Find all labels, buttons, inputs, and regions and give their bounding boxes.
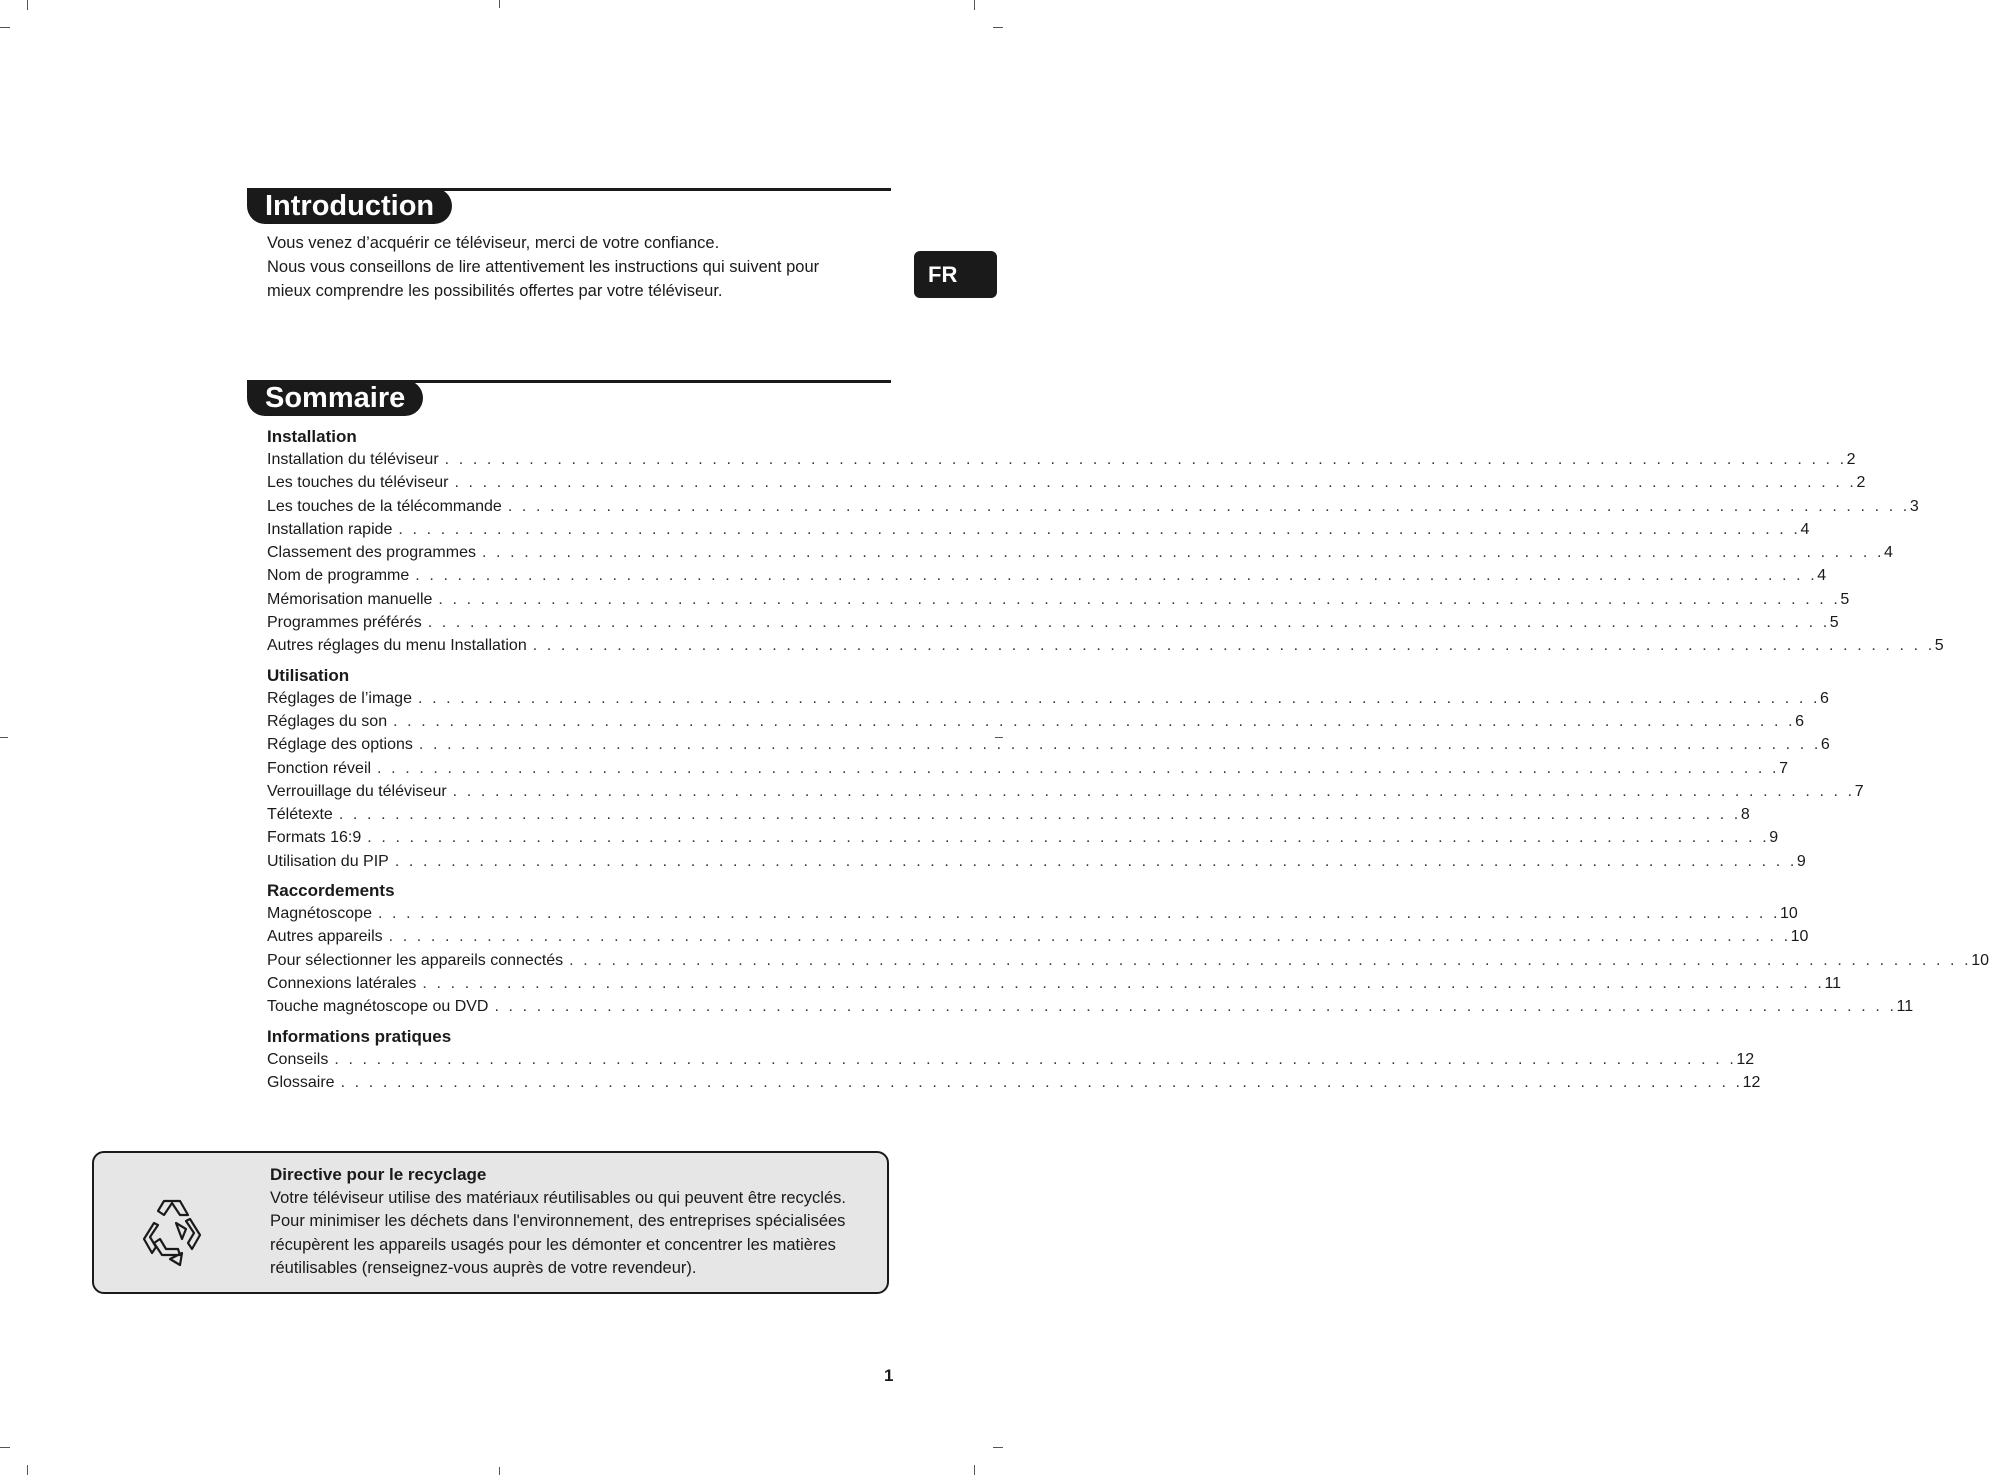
toc-entry bbox=[267, 541, 1893, 564]
toc-entry bbox=[267, 518, 1810, 541]
toc-group bbox=[267, 879, 1989, 1018]
toc-entry bbox=[267, 925, 1809, 948]
dot-leader: . . . . . . . . . . . . . . . . . . . . . . . . . . . . . . . . . . . . . . . . . . . . . . . . . . . . . . . . . . . . . . . . . . . . . . . . . . . . . . . . . . . . . . . . . . . . . . . . . . . . bbox=[393, 712, 1796, 730]
dot-leader: . . . . . . . . . . . . . . . . . . . . . . . . . . . . . . . . . . . . . . . . . . . . . . . . . . . . . . . . . . . . . . . . . . . . . . . . . . . . . . . . . . . . . . . . . . . . . . . . . . . . bbox=[418, 736, 1821, 754]
dot-leader: . . . . . . . . . . . . . . . . . . . . . . . . . . . . . . . . . . . . . . . . . . . . . . . . . . . . . . . . . . . . . . . . . . . . . . . . . . . . . . . . . . . . . . . . . . . . . . . . . . . . bbox=[334, 1050, 1737, 1068]
crop-mark bbox=[993, 1447, 1003, 1448]
toc-entry-label: Installation du téléviseur bbox=[267, 451, 439, 468]
intro-line: mieux comprendre les possibilités offertes par votre téléviseur. bbox=[267, 282, 723, 300]
toc-entry-page: 11 bbox=[1896, 998, 1914, 1016]
dot-leader: . . . . . . . . . . . . . . . . . . . . . . . . . . . . . . . . . . . . . . . . . . . . . . . . . . . . . . . . . . . . . . . . . . . . . . . . . . . . . . . . . . . . . . . . . . . . . . . . . . . . bbox=[422, 974, 1825, 992]
toc-entry bbox=[267, 757, 1788, 780]
toc-group-title: Informations pratiques bbox=[267, 1026, 452, 1046]
dot-leader: . . . . . . . . . . . . . . . . . . . . . . . . . . . . . . . . . . . . . . . . . . . . . . . . . . . . . . . . . . . . . . . . . . . . . . . . . . . . . . . . . . . . . . . . . . . . . . . . . . . . bbox=[367, 829, 1770, 847]
toc-entry bbox=[267, 780, 1864, 803]
crop-mark bbox=[0, 1447, 10, 1448]
introduction-text bbox=[267, 231, 867, 303]
toc-entry-page: 6 bbox=[1795, 712, 1805, 730]
introduction-title: Introduction bbox=[247, 188, 452, 224]
toc-entry-page: 12 bbox=[1736, 1050, 1755, 1068]
recycling-title: Directive pour le recyclage bbox=[270, 1165, 487, 1184]
dot-leader: . . . . . . . . . . . . . . . . . . . . . . . . . . . . . . . . . . . . . . . . . . . . . . . . . . . . . . . . . . . . . . . . . . . . . . . . . . . . . . . . . . . . . . . . . . . . . . . . . . . . bbox=[438, 590, 1841, 608]
introduction-heading bbox=[247, 188, 891, 228]
toc-entry-label: Conseils bbox=[267, 1050, 329, 1068]
toc-entry-label: Nom de programme bbox=[267, 567, 410, 585]
toc-entry-label: Les touches du téléviseur bbox=[267, 474, 449, 492]
toc-entry-label: Fonction réveil bbox=[267, 759, 372, 777]
toc-entry-label: Classement des programmes bbox=[267, 544, 476, 562]
dot-leader: . . . . . . . . . . . . . . . . . . . . . . . . . . . . . . . . . . . . . . . . . . . . . . . . . . . . . . . . . . . . . . . . . . . . . . . . . . . . . . . . . . . . . . . . . . . . . . . . . . . . bbox=[569, 951, 1972, 969]
toc-entry bbox=[267, 972, 1842, 995]
recycling-line: Votre téléviseur utilise des matériaux réutilisables ou qui peuvent être recyclés. bbox=[270, 1188, 846, 1207]
toc-entry-page: 2 bbox=[1846, 451, 1856, 468]
toc-entry-label: Réglage des options bbox=[267, 736, 413, 754]
toc-entry-page: 12 bbox=[1742, 1073, 1761, 1091]
toc-entry-page: 10 bbox=[1779, 905, 1798, 923]
recycling-text bbox=[270, 1163, 880, 1281]
toc-entry-page: 10 bbox=[1790, 928, 1809, 946]
toc-entry bbox=[267, 995, 1914, 1018]
sommaire-heading bbox=[247, 380, 891, 420]
toc-entry-label: Connexions latérales bbox=[267, 974, 417, 992]
toc-entry bbox=[267, 687, 1829, 710]
dot-leader: . . . . . . . . . . . . . . . . . . . . . . . . . . . . . . . . . . . . . . . . . . . . . . . . . . . . . . . . . . . . . . . . . . . . . . . . . . . . . . . . . . . . . . . . . . . . . . . . . . . . bbox=[415, 567, 1818, 585]
toc-entry-label: Mémorisation manuelle bbox=[267, 590, 433, 608]
dot-leader: . . . . . . . . . . . . . . . . . . . . . . . . . . . . . . . . . . . . . . . . . . . . . . . . . . . . . . . . . . . . . . . . . . . . . . . . . . . . . . . . . . . . . . . . . . . . . . . . . . . . bbox=[340, 1073, 1743, 1091]
toc-entry-page: 7 bbox=[1779, 759, 1788, 777]
recycle-icon bbox=[134, 1193, 210, 1269]
toc-entry bbox=[267, 564, 1827, 587]
toc-entry-label: Utilisation du PIP bbox=[267, 852, 389, 870]
recycling-notice bbox=[92, 1151, 889, 1294]
toc-entry-page: 9 bbox=[1769, 829, 1779, 847]
toc-entry bbox=[267, 588, 1850, 611]
toc-group bbox=[267, 425, 1944, 658]
toc-entry bbox=[267, 471, 1866, 494]
dot-leader: . . . . . . . . . . . . . . . . . . . . . . . . . . . . . . . . . . . . . . . . . . . . . . . . . . . . . . . . . . . . . . . . . . . . . . . . . . . . . . . . . . . . . . . . . . . . . . . . . . . . bbox=[377, 759, 1780, 777]
intro-line: Vous venez d’acquérir ce téléviseur, merci de votre confiance. bbox=[267, 234, 720, 252]
crop-mark bbox=[499, 0, 500, 8]
toc-entry-label: Autres appareils bbox=[267, 928, 383, 946]
toc-entry bbox=[267, 1048, 1755, 1071]
toc-entry bbox=[267, 733, 1830, 756]
toc-entry-label: Installation rapide bbox=[267, 520, 393, 538]
toc-entry-page: 7 bbox=[1854, 782, 1864, 800]
toc-entry-page: 9 bbox=[1796, 852, 1806, 870]
toc-group bbox=[267, 1025, 1761, 1095]
toc-group-title: Raccordements bbox=[267, 881, 395, 901]
crop-mark bbox=[974, 0, 975, 10]
dot-leader: . . . . . . . . . . . . . . . . . . . . . . . . . . . . . . . . . . . . . . . . . . . . . . . . . . . . . . . . . . . . . . . . . . . . . . . . . . . . . . . . . . . . . . . . . . . . . . . . . . . . bbox=[377, 905, 1780, 923]
dot-leader: . . . . . . . . . . . . . . . . . . . . . . . . . . . . . . . . . . . . . . . . . . . . . . . . . . . . . . . . . . . . . . . . . . . . . . . . . . . . . . . . . . . . . . . . . . . . . . . . . . . . bbox=[427, 614, 1830, 632]
toc-entry-label: Touche magnétoscope ou DVD bbox=[267, 998, 489, 1016]
recycling-line: réutilisables (renseignez-vous auprès de votre revendeur). bbox=[270, 1259, 697, 1277]
dot-leader: . . . . . . . . . . . . . . . . . . . . . . . . . . . . . . . . . . . . . . . . . . . . . . . . . . . . . . . . . . . . . . . . . . . . . . . . . . . . . . . . . . . . . . . . . . . . . . . . . . . . bbox=[494, 998, 1897, 1016]
dot-leader: . . . . . . . . . . . . . . . . . . . . . . . . . . . . . . . . . . . . . . . . . . . . . . . . . . . . . . . . . . . . . . . . . . . . . . . . . . . . . . . . . . . . . . . . . . . . . . . . . . . . bbox=[507, 497, 1910, 515]
toc-entry bbox=[267, 850, 1806, 873]
table-of-contents bbox=[267, 425, 1989, 1100]
toc-entry bbox=[267, 495, 1919, 518]
toc-entry-page: 4 bbox=[1800, 520, 1810, 538]
toc-entry-label: Pour sélectionner les appareils connectés bbox=[267, 951, 564, 969]
crop-mark bbox=[27, 0, 28, 10]
dot-leader: . . . . . . . . . . . . . . . . . . . . . . . . . . . . . . . . . . . . . . . . . . . . . . . . . . . . . . . . . . . . . . . . . . . . . . . . . . . . . . . . . . . . . . . . . . . . . . . . . . . . bbox=[444, 451, 1847, 468]
toc-entry-label: Les touches de la télécommande bbox=[267, 497, 502, 515]
toc-entry bbox=[267, 448, 1856, 471]
toc-entry-page: 5 bbox=[1934, 637, 1944, 655]
dot-leader: . . . . . . . . . . . . . . . . . . . . . . . . . . . . . . . . . . . . . . . . . . . . . . . . . . . . . . . . . . . . . . . . . . . . . . . . . . . . . . . . . . . . . . . . . . . . . . . . . . . . bbox=[398, 520, 1801, 538]
toc-entry-page: 6 bbox=[1820, 689, 1829, 707]
toc-entry-label: Verrouillage du téléviseur bbox=[267, 782, 447, 800]
dot-leader: . . . . . . . . . . . . . . . . . . . . . . . . . . . . . . . . . . . . . . . . . . . . . . . . . . . . . . . . . . . . . . . . . . . . . . . . . . . . . . . . . . . . . . . . . . . . . . . . . . . . bbox=[481, 544, 1884, 562]
toc-entry bbox=[267, 710, 1805, 733]
toc-entry bbox=[267, 634, 1944, 657]
toc-entry bbox=[267, 1071, 1761, 1094]
toc-entry-page: 6 bbox=[1820, 736, 1830, 754]
intro-line: Nous vous conseillons de lire attentivement les instructions qui suivent pour bbox=[267, 258, 820, 276]
dot-leader: . . . . . . . . . . . . . . . . . . . . . . . . . . . . . . . . . . . . . . . . . . . . . . . . . . . . . . . . . . . . . . . . . . . . . . . . . . . . . . . . . . . . . . . . . . . . . . . . . . . . bbox=[454, 474, 1857, 492]
crop-mark bbox=[499, 1467, 500, 1475]
toc-entry-label: Formats 16:9 bbox=[267, 829, 362, 847]
toc-entry-page: 8 bbox=[1740, 806, 1750, 824]
toc-group-title: Utilisation bbox=[267, 665, 350, 685]
toc-group-title: Installation bbox=[267, 427, 357, 446]
dot-leader: . . . . . . . . . . . . . . . . . . . . . . . . . . . . . . . . . . . . . . . . . . . . . . . . . . . . . . . . . . . . . . . . . . . . . . . . . . . . . . . . . . . . . . . . . . . . . . . . . . . . bbox=[532, 637, 1935, 655]
dot-leader: . . . . . . . . . . . . . . . . . . . . . . . . . . . . . . . . . . . . . . . . . . . . . . . . . . . . . . . . . . . . . . . . . . . . . . . . . . . . . . . . . . . . . . . . . . . . . . . . . . . . bbox=[394, 852, 1797, 870]
toc-entry-page: 2 bbox=[1856, 474, 1866, 492]
crop-mark bbox=[993, 27, 1003, 28]
toc-entry-page: 3 bbox=[1909, 497, 1919, 515]
toc-entry bbox=[267, 826, 1779, 849]
recycling-line: récupèrent les appareils usagés pour les démonter et concentrer les matières bbox=[270, 1235, 836, 1254]
toc-entry-page: 11 bbox=[1824, 974, 1842, 992]
toc-entry-page: 5 bbox=[1840, 590, 1850, 608]
toc-entry-label: Réglages du son bbox=[267, 712, 388, 730]
dot-leader: . . . . . . . . . . . . . . . . . . . . . . . . . . . . . . . . . . . . . . . . . . . . . . . . . . . . . . . . . . . . . . . . . . . . . . . . . . . . . . . . . . . . . . . . . . . . . . . . . . . . bbox=[452, 782, 1855, 800]
toc-entry bbox=[267, 611, 1839, 634]
toc-entry-label: Programmes préférés bbox=[267, 614, 422, 632]
toc-entry-label: Télétexte bbox=[267, 806, 333, 824]
toc-entry bbox=[267, 803, 1750, 826]
toc-group bbox=[267, 664, 1864, 873]
toc-entry-page: 4 bbox=[1883, 544, 1893, 562]
dot-leader: . . . . . . . . . . . . . . . . . . . . . . . . . . . . . . . . . . . . . . . . . . . . . . . . . . . . . . . . . . . . . . . . . . . . . . . . . . . . . . . . . . . . . . . . . . . . . . . . . . . . bbox=[338, 806, 1741, 824]
crop-mark bbox=[0, 737, 8, 738]
dot-leader: . . . . . . . . . . . . . . . . . . . . . . . . . . . . . . . . . . . . . . . . . . . . . . . . . . . . . . . . . . . . . . . . . . . . . . . . . . . . . . . . . . . . . . . . . . . . . . . . . . . . bbox=[388, 928, 1791, 946]
toc-entry-page: 10 bbox=[1971, 951, 1989, 969]
sommaire-title: Sommaire bbox=[247, 380, 423, 416]
recycling-line: Pour minimiser les déchets dans l'environnement, des entreprises spécialisées bbox=[270, 1212, 846, 1230]
toc-entry-label: Autres réglages du menu Installation bbox=[267, 637, 527, 655]
toc-entry-page: 4 bbox=[1817, 567, 1827, 585]
dot-leader: . . . . . . . . . . . . . . . . . . . . . . . . . . . . . . . . . . . . . . . . . . . . . . . . . . . . . . . . . . . . . . . . . . . . . . . . . . . . . . . . . . . . . . . . . . . . . . . . . . . . bbox=[417, 689, 1820, 707]
toc-entry-label: Réglages de l’image bbox=[267, 689, 412, 707]
toc-entry-label: Glossaire bbox=[267, 1073, 335, 1091]
page-number: 1 bbox=[884, 1366, 894, 1385]
crop-mark bbox=[27, 1465, 28, 1475]
toc-entry-page: 5 bbox=[1829, 614, 1839, 632]
toc-entry-label: Magnétoscope bbox=[267, 905, 372, 923]
toc-entry bbox=[267, 902, 1798, 925]
language-tab: FR bbox=[914, 251, 997, 298]
crop-mark bbox=[0, 27, 10, 28]
crop-mark bbox=[974, 1465, 975, 1475]
toc-entry bbox=[267, 949, 1989, 972]
